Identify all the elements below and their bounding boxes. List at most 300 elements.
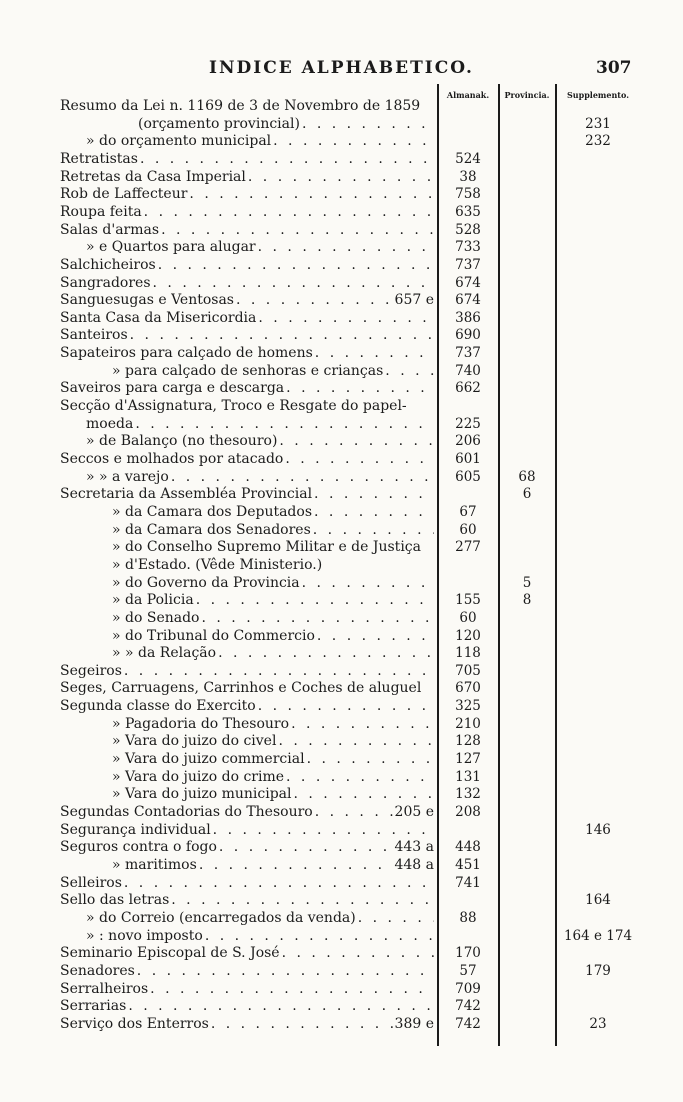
page-ref-provincia (499, 839, 555, 857)
page-ref-provincia (499, 327, 555, 345)
entry-text: Roupa feita (60, 203, 142, 220)
page-ref-provincia: 8 (522, 592, 532, 609)
entry-text: Retratistas (60, 150, 138, 167)
index-row (0, 345, 683, 363)
leader-dots (383, 363, 434, 381)
page-ref-provincia (499, 345, 555, 363)
page-ref-supplemento: 164 (585, 892, 611, 909)
page-ref-supplemento (557, 786, 639, 804)
leader-dots (277, 433, 434, 451)
page-ref-supplemento (557, 716, 639, 734)
page-ref-supplemento (557, 645, 639, 663)
column-header-almanak: Almanak. (446, 90, 490, 100)
page-ref-almanak (439, 892, 497, 910)
page-ref-supplemento (557, 575, 639, 593)
entry-text: » » a varejo (86, 468, 169, 485)
leader-dots (284, 380, 434, 398)
page-ref-almanak: 131 (455, 768, 481, 785)
index-entry (112, 716, 434, 734)
page-ref-provincia (499, 186, 555, 204)
entry-text: » para calçado de senhoras e crianças (112, 362, 384, 379)
index-row (0, 133, 683, 151)
index-row (0, 275, 683, 293)
index-entry (60, 380, 434, 398)
index-entry (112, 645, 434, 663)
page-ref-provincia (499, 416, 555, 434)
page-ref-provincia (499, 610, 555, 628)
entry-text: » do orçamento municipal (86, 133, 272, 150)
page-ref-almanak (439, 575, 497, 593)
leader-dots (203, 928, 434, 946)
index-row (0, 786, 683, 804)
entry-text: Serrarias (60, 998, 127, 1015)
page-ref-almanak: 60 (459, 609, 477, 626)
page-ref-almanak: 740 (455, 362, 481, 379)
page-ref-provincia (499, 945, 555, 963)
index-row (0, 716, 683, 734)
index-row (0, 186, 683, 204)
leader-dots (187, 186, 434, 204)
page-ref-provincia (499, 380, 555, 398)
page-ref-provincia (499, 769, 555, 787)
page-number: 307 (596, 58, 632, 78)
page-ref-almanak: 67 (459, 503, 477, 520)
page-ref-almanak: 132 (455, 786, 481, 803)
leader-dots (156, 257, 434, 275)
index-row (0, 222, 683, 240)
index-entry (60, 839, 434, 857)
page-ref-provincia (499, 998, 555, 1016)
page-ref-supplemento (557, 981, 639, 999)
page-ref-provincia (499, 857, 555, 875)
page-ref-provincia (499, 257, 555, 275)
page-ref-provincia (499, 539, 555, 557)
page-ref-provincia (499, 751, 555, 769)
page-ref-supplemento (557, 557, 639, 575)
leader-dots (283, 451, 434, 469)
page-ref-provincia (499, 786, 555, 804)
index-row (0, 910, 683, 928)
index-row (0, 751, 683, 769)
entry-text: » da Camara dos Senadores (112, 521, 311, 538)
leader-dots (151, 275, 434, 293)
index-entry (60, 222, 434, 240)
page-ref-provincia (499, 910, 555, 928)
index-row (0, 257, 683, 275)
entry-text: Sapateiros para calçado de homens (60, 345, 313, 362)
index-entry (60, 963, 434, 981)
entry-text: Seccos e molhados por atacado (60, 451, 284, 467)
index-entry (60, 945, 434, 963)
index-row (0, 804, 683, 822)
leader-dots (128, 327, 434, 345)
index-entry (112, 363, 434, 381)
page-ref-supplemento (557, 345, 639, 363)
page-ref-almanak: 448 (455, 839, 481, 856)
page-ref-provincia (499, 204, 555, 222)
index-row (0, 769, 683, 787)
page-ref-provincia (499, 928, 555, 946)
inline-page-ref: 448 a (394, 856, 434, 873)
page-ref-provincia (499, 645, 555, 663)
entry-text: » do Senado (112, 609, 200, 626)
leader-dots (300, 575, 434, 593)
leader-dots (312, 504, 434, 522)
entry-text: » da Camara dos Deputados (112, 503, 313, 520)
page-ref-supplemento (557, 380, 639, 398)
index-row (0, 981, 683, 999)
page-ref-supplemento (557, 998, 639, 1016)
leader-dots (292, 786, 435, 804)
page-ref-provincia (499, 963, 555, 981)
page-ref-supplemento (557, 680, 639, 698)
index-entry (60, 486, 434, 504)
entry-text: Saveiros para carga e descarga (60, 380, 285, 397)
index-row (0, 98, 683, 116)
page-ref-provincia (499, 292, 555, 310)
index-row (0, 592, 683, 610)
page-ref-almanak (439, 398, 497, 416)
page-ref-provincia: 6 (522, 486, 532, 503)
entry-text: » Vara do juizo do civel (112, 733, 277, 750)
page-ref-almanak (439, 98, 497, 116)
page-ref-almanak: 170 (455, 945, 481, 962)
leader-dots (271, 133, 434, 151)
page-ref-almanak (439, 133, 497, 151)
leader-dots (356, 910, 434, 928)
entry-text: Selleiros (60, 874, 122, 891)
index-entry (60, 892, 434, 910)
leader-dots (217, 839, 393, 857)
page-ref-supplemento (557, 663, 639, 681)
entry-text: » Pagadoria do Thesouro (112, 715, 290, 732)
leader-dots (148, 981, 434, 999)
index-row (0, 839, 683, 857)
index-row (0, 451, 683, 469)
index-row (0, 875, 683, 893)
entry-text: Secção d'Assignatura, Troco e Resgate do papel- (60, 398, 407, 415)
page-ref-almanak: 128 (455, 733, 481, 750)
page-ref-supplemento (557, 486, 639, 504)
index-row (0, 327, 683, 345)
page-ref-almanak: 741 (455, 874, 481, 891)
leader-dots (133, 416, 434, 434)
page-ref-supplemento (557, 451, 639, 469)
page-ref-supplemento (557, 522, 639, 540)
page-ref-almanak: 524 (455, 150, 481, 167)
page-ref-supplemento (557, 698, 639, 716)
page-ref-supplemento (557, 804, 639, 822)
page-ref-almanak: 705 (455, 662, 481, 679)
index-row (0, 151, 683, 169)
page-ref-almanak: 38 (459, 168, 477, 185)
page-ref-provincia (499, 875, 555, 893)
page-ref-provincia (499, 1016, 555, 1034)
page-ref-almanak (439, 116, 497, 134)
index-entry (86, 239, 434, 257)
page-ref-supplemento (557, 327, 639, 345)
index-entry (60, 345, 434, 363)
page-ref-provincia (499, 275, 555, 293)
page-ref-supplemento (557, 733, 639, 751)
entry-text: Seges, Carruagens, Carrinhos e Coches de aluguel (60, 680, 422, 697)
index-row (0, 663, 683, 681)
page-ref-provincia (499, 557, 555, 575)
leader-dots (216, 645, 434, 663)
entry-text: » Vara do juizo commercial (112, 751, 305, 768)
index-row (0, 610, 683, 628)
leader-dots (305, 751, 434, 769)
entry-text: » maritimos (112, 856, 197, 873)
index-entry (60, 804, 434, 822)
entry-text: » do Correio (encarregados da venda) (86, 909, 356, 926)
index-entry (60, 998, 434, 1016)
page-ref-almanak: 737 (455, 345, 481, 362)
leader-dots (313, 345, 434, 363)
page-ref-provincia (499, 804, 555, 822)
index-row (0, 486, 683, 504)
leader-dots (135, 963, 434, 981)
leader-dots (315, 628, 434, 646)
index-entry (60, 169, 434, 187)
leader-dots (256, 239, 434, 257)
page-ref-almanak: 742 (455, 998, 481, 1015)
index-entry (60, 292, 434, 310)
index-entry (60, 204, 434, 222)
entry-text: Segeiros (60, 662, 122, 679)
page-ref-almanak: 60 (459, 521, 477, 538)
leader-dots (289, 716, 434, 734)
entry-text: Sangradores (60, 274, 151, 291)
index-row (0, 733, 683, 751)
page-ref-provincia (499, 363, 555, 381)
index-row (0, 928, 683, 946)
page-ref-supplemento (557, 363, 639, 381)
page-ref-provincia (499, 310, 555, 328)
leader-dots (197, 857, 393, 875)
page-ref-supplemento (557, 257, 639, 275)
leader-dots (211, 822, 434, 840)
index-entry (86, 910, 434, 928)
page-ref-provincia: 5 (522, 574, 532, 591)
page-ref-supplemento (557, 504, 639, 522)
page-ref-provincia (499, 151, 555, 169)
page-ref-supplemento (557, 398, 639, 416)
index-entry (60, 451, 434, 469)
entry-text: Resumo da Lei n. 1169 de 3 de Novembro de 1859 (60, 98, 421, 114)
page-ref-almanak (439, 822, 497, 840)
page-ref-provincia (499, 663, 555, 681)
page-ref-supplemento (557, 628, 639, 646)
index-entry (60, 275, 434, 293)
index-row (0, 504, 683, 522)
index-row (0, 398, 683, 416)
leader-dots (284, 769, 434, 787)
page-ref-almanak: 208 (455, 804, 481, 820)
entry-text: Sanguesugas e Ventosas (60, 292, 234, 309)
entry-text: » » da Relação (112, 645, 217, 662)
index-row (0, 363, 683, 381)
leader-dots (122, 663, 434, 681)
index-row (0, 169, 683, 187)
index-entry (112, 539, 434, 557)
index-entry (60, 310, 434, 328)
index-entry (86, 416, 434, 434)
page-ref-provincia (499, 698, 555, 716)
index-row (0, 310, 683, 328)
index-row (0, 998, 683, 1016)
page-ref-almanak: 662 (455, 380, 481, 397)
entry-text: Santa Casa da Misericordia (60, 309, 257, 326)
entry-text: Segunda classe do Exercito (60, 698, 256, 715)
leader-dots (200, 610, 435, 628)
leader-dots (169, 469, 434, 487)
page-ref-almanak (439, 486, 497, 504)
index-entry (86, 928, 434, 946)
index-entry (60, 257, 434, 275)
page-ref-supplemento (557, 875, 639, 893)
entry-text: Serralheiros (60, 980, 149, 997)
page-ref-almanak (439, 928, 497, 946)
index-entry (112, 733, 434, 751)
index-row (0, 575, 683, 593)
index-row (0, 469, 683, 487)
page-ref-supplemento: 146 (585, 821, 611, 838)
index-entry (112, 575, 434, 593)
leader-dots (312, 486, 434, 504)
page-ref-almanak: 386 (455, 309, 481, 326)
page-ref-supplemento (557, 98, 639, 116)
page-ref-supplemento (557, 186, 639, 204)
index-entry (112, 610, 434, 628)
index-entry (112, 769, 434, 787)
leader-dots (246, 169, 434, 187)
page-ref-supplemento (557, 539, 639, 557)
page-ref-almanak: 605 (455, 468, 481, 485)
index-entry (112, 628, 434, 646)
page-ref-supplemento (557, 945, 639, 963)
leader-dots (142, 204, 434, 222)
index-entry (60, 327, 434, 345)
page-ref-almanak: 127 (455, 751, 481, 768)
page-ref-almanak: 758 (455, 186, 481, 203)
page-ref-supplemento (557, 857, 639, 875)
entry-text: Sello das letras (60, 892, 170, 909)
page-ref-supplemento: 164 e 174 (563, 927, 633, 944)
index-entry (60, 151, 434, 169)
page-ref-provincia (499, 222, 555, 240)
leader-dots (169, 892, 434, 910)
page-ref-provincia (499, 680, 555, 698)
entry-text: » do Governo da Provincia (112, 574, 300, 591)
entry-text: (orçamento provincial) (138, 115, 300, 132)
page-ref-almanak: 225 (455, 415, 481, 432)
index-row (0, 680, 683, 698)
inline-page-ref: 205 e (394, 804, 434, 820)
page-ref-supplemento (557, 416, 639, 434)
page-ref-provincia (499, 433, 555, 451)
index-entry (86, 433, 434, 451)
page-ref-supplemento: 231 (585, 115, 611, 132)
page-ref-provincia: 68 (518, 468, 536, 485)
index-row (0, 945, 683, 963)
entry-text: Salchicheiros (60, 256, 156, 273)
index-entry (112, 857, 434, 875)
index-row (0, 1016, 683, 1034)
entry-text: Santeiros (60, 327, 128, 344)
page-ref-supplemento (557, 222, 639, 240)
index-row (0, 522, 683, 540)
leader-dots (194, 592, 434, 610)
page-ref-provincia (499, 522, 555, 540)
page-ref-almanak: 635 (455, 203, 481, 220)
page-ref-provincia (499, 398, 555, 416)
page-ref-supplemento (557, 169, 639, 187)
page-ref-provincia (499, 169, 555, 187)
page-ref-supplemento (557, 239, 639, 257)
page-ref-supplemento (557, 839, 639, 857)
index-row (0, 628, 683, 646)
entry-text: » da Policia (112, 592, 194, 609)
entry-text: » Vara do juizo municipal (112, 786, 292, 803)
entry-text: » de Balanço (no thesouro) (86, 433, 278, 450)
page-ref-provincia (499, 981, 555, 999)
page-ref-provincia (499, 98, 555, 116)
page-ref-almanak: 155 (455, 592, 481, 609)
index-row (0, 416, 683, 434)
index-row (0, 204, 683, 222)
page-ref-almanak: 88 (459, 909, 477, 926)
page-ref-provincia (499, 133, 555, 151)
index-row (0, 380, 683, 398)
page-ref-supplemento: 232 (585, 133, 611, 150)
index-row (0, 433, 683, 451)
index-row (0, 822, 683, 840)
leader-dots (256, 310, 434, 328)
inline-page-ref: 389 e (394, 1015, 434, 1032)
page-ref-almanak: 674 (455, 274, 481, 291)
page-ref-provincia (499, 733, 555, 751)
index-entry (60, 698, 434, 716)
leader-dots (126, 998, 434, 1016)
column-header-supplemento: Supplemento. (567, 90, 629, 100)
entry-text: moeda (86, 415, 134, 432)
page-ref-almanak: 528 (455, 221, 481, 238)
index-entry (112, 592, 434, 610)
page-ref-supplemento (557, 751, 639, 769)
leader-dots (209, 1016, 393, 1034)
page-ref-almanak: 601 (455, 451, 481, 467)
leader-dots (122, 875, 434, 893)
index-entry (60, 680, 434, 698)
page-ref-supplemento (557, 469, 639, 487)
index-row (0, 645, 683, 663)
leader-dots (313, 804, 393, 822)
page-ref-provincia (499, 504, 555, 522)
index-entry (112, 557, 434, 575)
page-title: INDICE ALPHABETICO. (209, 58, 474, 78)
index-entry (86, 469, 434, 487)
index-row (0, 892, 683, 910)
entry-text: » Vara do juizo do crime (112, 768, 285, 785)
page-ref-almanak: 120 (455, 627, 481, 644)
page-ref-supplemento (557, 292, 639, 310)
page-ref-almanak: 737 (455, 256, 481, 273)
page-ref-supplemento: 23 (589, 1015, 607, 1032)
page-ref-almanak (439, 557, 497, 575)
index-row (0, 292, 683, 310)
page-ref-supplemento (557, 204, 639, 222)
